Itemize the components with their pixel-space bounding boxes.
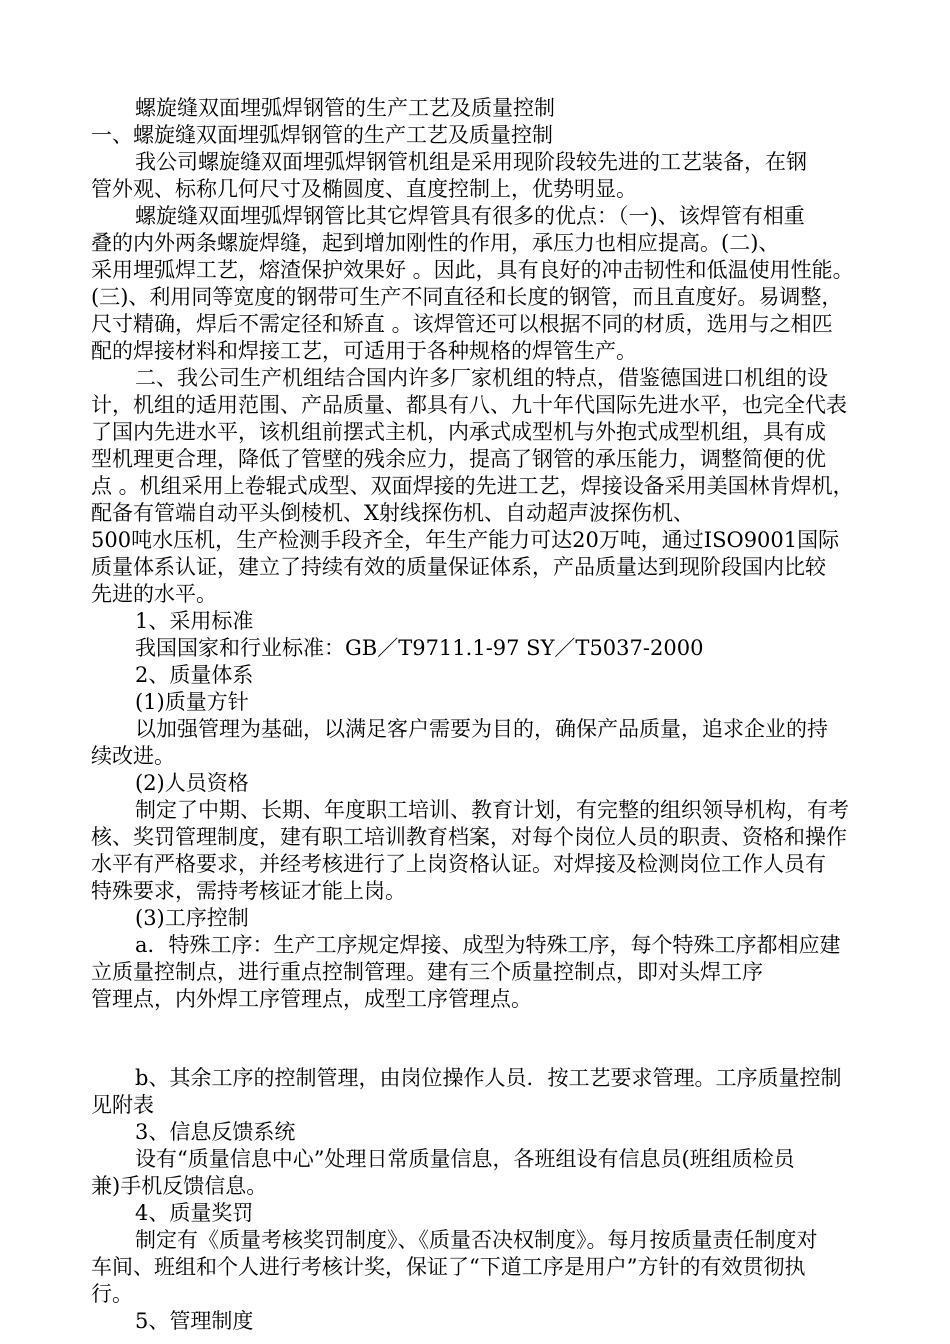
text-line: 采用埋弧焊工艺，熔渣保护效果好 。因此，具有良好的冲击韧性和低温使用性能。 bbox=[91, 258, 854, 282]
section-heading: 4、质量奖罚 bbox=[135, 1201, 254, 1225]
text-line: 兼)手机反馈信息。 bbox=[91, 1174, 268, 1198]
section-heading: 3、信息反馈系统 bbox=[135, 1120, 296, 1144]
section-heading: 2、质量体系 bbox=[135, 663, 254, 687]
text-line: 螺旋缝双面埋弧焊钢管比其它焊管具有很多的优点：（一)、该焊管有相重 bbox=[135, 204, 805, 228]
text-line: 车间、班组和个人进行考核计奖，保证了“下道工序是用户”方针的有效贯彻执 bbox=[91, 1255, 806, 1279]
text-line: 我公司螺旋缝双面埋弧焊钢管机组是采用现阶段较先进的工艺装备，在钢 bbox=[135, 150, 807, 174]
text-line: 管外观、标称几何尺寸及椭圆度、直度控制上，优势明显。 bbox=[91, 177, 637, 201]
text-line: 二、我公司生产机组结合国内许多厂家机组的特点，借鉴德国进口机组的设 bbox=[135, 366, 828, 390]
text-line: a．特殊工序：生产工序规定焊接、成型为特殊工序，每个特殊工序都相应建 bbox=[135, 933, 841, 957]
section-heading: 5、管理制度 bbox=[135, 1309, 254, 1333]
subsection-heading: (3)工序控制 bbox=[135, 906, 249, 930]
text-line: 立质量控制点，进行重点控制管理。建有三个质量控制点，即对头焊工序 bbox=[91, 960, 763, 984]
text-line: 管理点，内外焊工序管理点，成型工序管理点。 bbox=[91, 987, 532, 1011]
section-heading: 1、采用标准 bbox=[135, 609, 254, 633]
text-line: 配的焊接材料和焊接工艺，可适用于各种规格的焊管生产。 bbox=[91, 339, 637, 363]
text-line: 制定了中期、长期、年度职工培训、教育计划，有完整的组织领导机构，有考 bbox=[135, 798, 849, 822]
text-line: 水平有严格要求，并经考核进行了上岗资格认证。对焊接及检测岗位工作人员有 bbox=[91, 852, 826, 876]
text-line: 了国内先进水平，该机组前摆式主机，内承式成型机与外抱式成型机组，具有成 bbox=[91, 420, 826, 444]
subsection-heading: (1)质量方针 bbox=[135, 690, 249, 714]
text-line: 型机理更合理，降低了管壁的残余应力，提高了钢管的承压能力，调整简便的优 bbox=[91, 447, 826, 471]
text-line: (三)、利用同等宽度的钢带可生产不同直径和长度的钢管，而且直度好。易调整， bbox=[91, 285, 843, 309]
text-line: 点 。机组采用上卷辊式成型、双面焊接的先进工艺，焊接设备采用美国林肯焊机， bbox=[91, 474, 854, 498]
text-line: 质量体系认证，建立了持续有效的质量保证体系，产品质量达到现阶段国内比较 bbox=[91, 555, 826, 579]
text-line: 设有“质量信息中心”处理日常质量信息，各班组设有信息员(班组质检员 bbox=[135, 1147, 795, 1171]
section-heading: 一、螺旋缝双面埋弧焊钢管的生产工艺及质量控制 bbox=[91, 123, 553, 147]
text-line: 先进的水平。 bbox=[91, 582, 217, 606]
text-line: 计，机组的适用范围、产品质量、都具有八、九十年代国际先进水平，也完全代表 bbox=[91, 393, 847, 417]
text-line: 叠的内外两条螺旋焊缝，起到增加刚性的作用，承压力也相应提高。(二)、 bbox=[91, 231, 780, 255]
text-line: 行。 bbox=[91, 1282, 133, 1306]
text-line: 配备有管端自动平头倒棱机、X射线探伤机、自动超声波探伤机、 bbox=[91, 501, 694, 525]
subsection-heading: (2)人员资格 bbox=[135, 771, 249, 795]
text-line: 特殊要求，需持考核证才能上岗。 bbox=[91, 879, 406, 903]
document-title: 螺旋缝双面埋弧焊钢管的生产工艺及质量控制 bbox=[135, 96, 555, 120]
text-line: 我国国家和行业标准：GB／T9711.1-97 SY／T5037-2000 bbox=[135, 636, 704, 660]
text-line: 尺寸精确，焊后不需定径和矫直 。该焊管还可以根据不同的材质，选用与之相匹 bbox=[91, 312, 833, 336]
text-line: b、其余工序的控制管理，由岗位操作人员．按工艺要求管理。工序质量控制 bbox=[135, 1066, 842, 1090]
text-line: 以加强管理为基础，以满足客户需要为目的，确保产品质量，追求企业的持 bbox=[135, 717, 828, 741]
text-line: 制定有《质量考核奖罚制度》、《质量否决权制度》。每月按质量责任制度对 bbox=[135, 1228, 818, 1252]
text-line: 核、奖罚管理制度，建有职工培训教育档案，对每个岗位人员的职责、资格和操作 bbox=[91, 825, 847, 849]
text-line: 500吨水压机，生产检测手段齐全，年生产能力可达20万吨，通过ISO9001国际 bbox=[91, 528, 840, 552]
text-line: 续改进。 bbox=[91, 744, 175, 768]
text-line: 见附表 bbox=[91, 1093, 154, 1117]
